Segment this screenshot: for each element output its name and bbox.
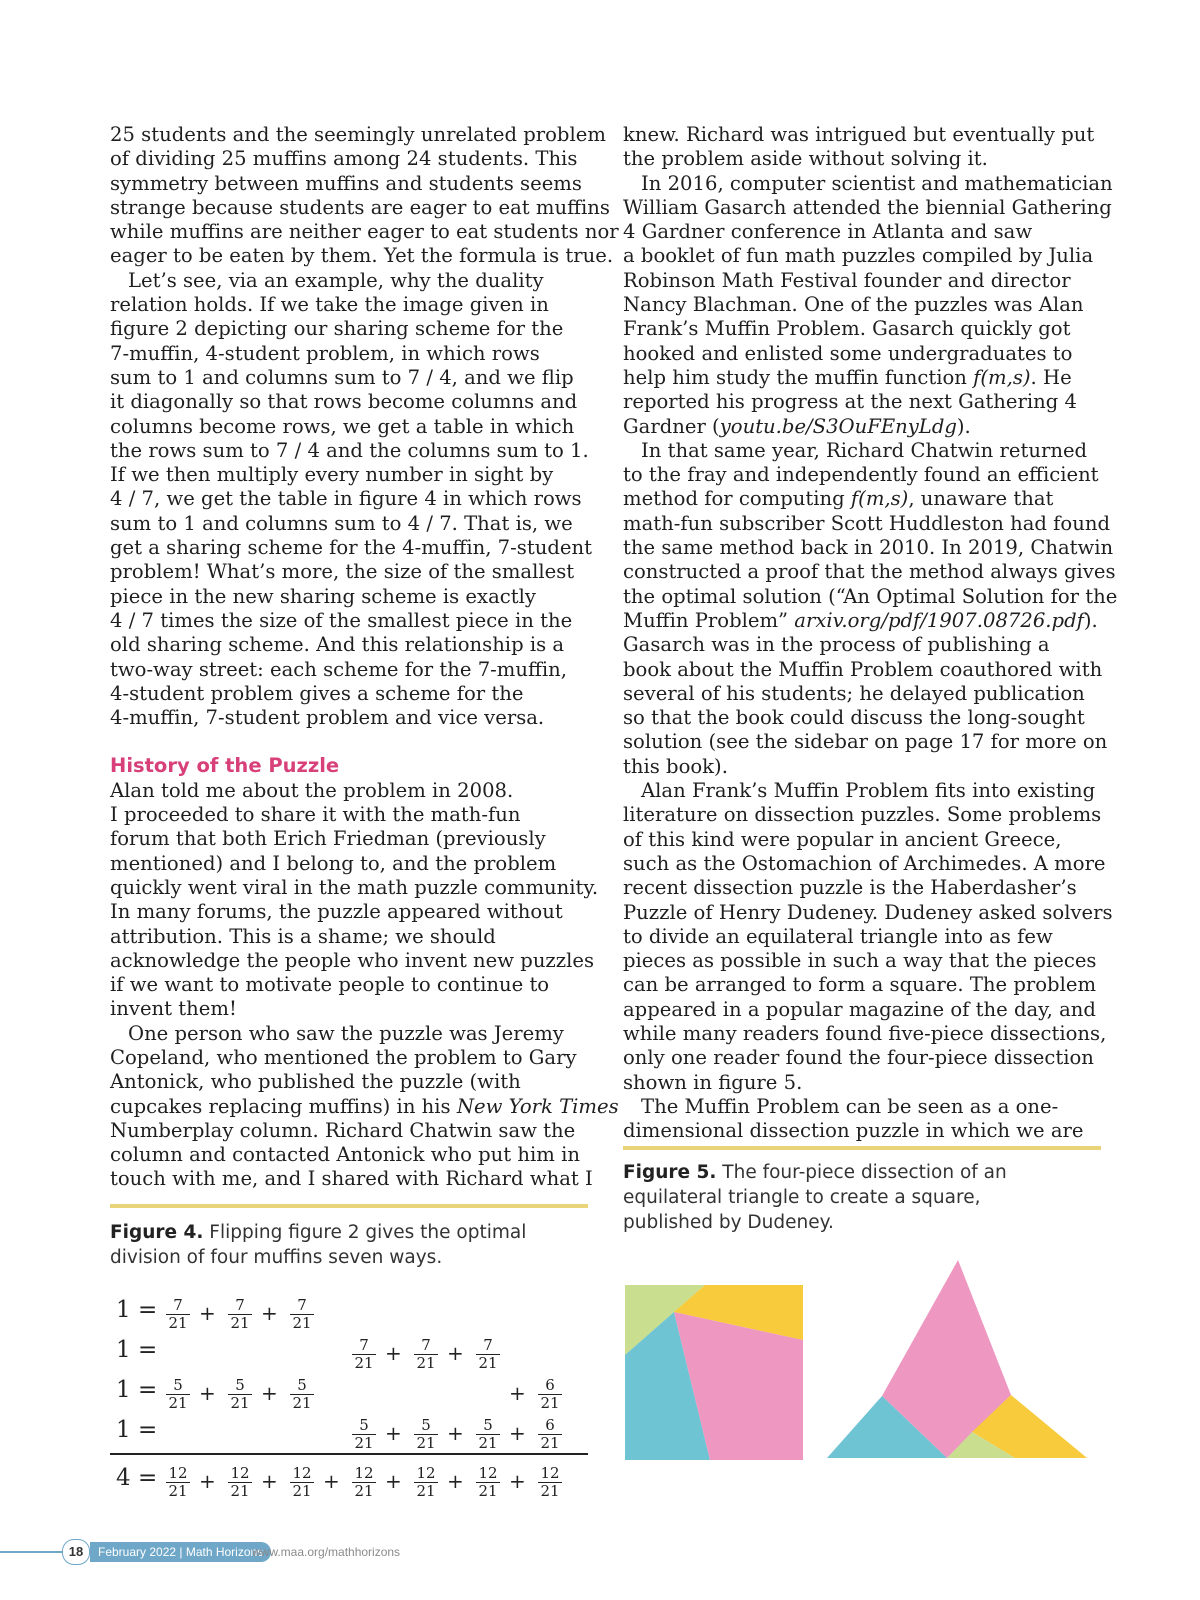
- text-line: old sharing scheme. And this relationship is a: [110, 633, 565, 657]
- text-line: 4 Gardner conference in Atlanta and saw: [623, 220, 1033, 244]
- plus-sign: +: [199, 1469, 216, 1493]
- text-line: shown in figure 5.: [623, 1070, 803, 1094]
- fraction: $\frac{5}{21}$: [228, 1377, 252, 1412]
- sum-line: [110, 1453, 588, 1455]
- fraction: $\frac{7}{21}$: [290, 1297, 314, 1332]
- text-line: 25 students and the seemingly unrelated problem: [110, 123, 606, 146]
- text-line: [623, 366, 1103, 390]
- plus-sign: +: [447, 1421, 464, 1445]
- fraction: $\frac{12}{21}$: [352, 1465, 376, 1500]
- fraction: $\frac{5}{21}$: [166, 1377, 190, 1412]
- text-line: Let’s see, via an example, why the duality: [128, 268, 544, 292]
- text-line: only one reader found the four-piece dissection: [623, 1046, 1094, 1070]
- figure-4-caption-text: division of four muffins seven ways.: [110, 1247, 443, 1268]
- text-span: Gardner (: [623, 414, 720, 438]
- text-line: problem! What’s more, the size of the smallest: [110, 560, 575, 584]
- figure-5-caption: [623, 1160, 1103, 1235]
- fraction-table: [110, 1297, 588, 1507]
- triangle-dissection: [827, 1260, 1087, 1458]
- text-line: [623, 415, 1103, 439]
- text-line: strange because students are eager to eat muffins: [110, 195, 610, 219]
- text-line: Gasarch was in the process of publishing a: [623, 633, 1050, 657]
- figure-4-label: Figure 4.: [110, 1222, 204, 1243]
- text-line: of this kind were popular in ancient Greece,: [623, 827, 1062, 851]
- text-line: math-fun subscriber Scott Huddleston had found: [623, 511, 1111, 535]
- text-line: [110, 1094, 619, 1119]
- text-line: Robinson Math Festival founder and director: [623, 268, 1071, 292]
- row-label: 1 =: [116, 1297, 158, 1323]
- text-line: [623, 609, 1103, 633]
- text-line: Antonick, who published the puzzle (with: [110, 1070, 521, 1094]
- text-line: several of his students; he delayed publication: [623, 681, 1085, 705]
- fraction: $\frac{6}{21}$: [538, 1377, 562, 1412]
- figure-5-rule: [623, 1146, 1101, 1150]
- issue-label: February 2022 | Math Horizons: [90, 1542, 271, 1562]
- figure-5-caption-text: equilateral triangle to create a square,: [623, 1187, 981, 1208]
- fraction: $\frac{12}{21}$: [228, 1465, 252, 1500]
- row-label: 1 =: [116, 1377, 158, 1403]
- text-line: In many forums, the puzzle appeared without: [110, 900, 563, 924]
- text-line: of dividing 25 muffins among 24 students. This: [110, 147, 578, 171]
- text-line: sum to 1 and columns sum to 4 / 7. That is, we: [110, 511, 573, 535]
- left-para-1: [110, 123, 619, 269]
- right-para-3: [623, 438, 1118, 779]
- text-line: In that same year, Richard Chatwin returned: [641, 438, 1088, 462]
- text-line: Puzzle of Henry Dudeney. Dudeney asked solvers: [623, 900, 1113, 924]
- text-line: [623, 487, 1103, 511]
- dissection-figure: [620, 1250, 1110, 1510]
- text-line: the problem aside without solving it.: [623, 147, 988, 171]
- figure-5-caption-text: published by Dudeney.: [623, 1212, 834, 1233]
- right-para-2: [623, 171, 1113, 439]
- fraction: $\frac{12}{21}$: [476, 1465, 500, 1500]
- text-line: invent them!: [110, 997, 237, 1021]
- row-label: 1 =: [116, 1417, 158, 1443]
- text-line: 7-muffin, 4-student problem, in which rows: [110, 341, 540, 365]
- text-span: . He: [1030, 365, 1072, 389]
- fraction: $\frac{12}{21}$: [166, 1465, 190, 1500]
- arxiv-link[interactable]: arxiv.org/pdf/1907.08726.pdf: [794, 608, 1084, 632]
- right-para-4: [623, 779, 1113, 1095]
- text-line: 4-muffin, 7-student problem and vice versa.: [110, 706, 545, 730]
- text-line: to the fray and independently found an efficient: [623, 463, 1099, 487]
- text-line: so that the book could discuss the long-sought: [623, 706, 1085, 730]
- left-column: [110, 123, 619, 1192]
- text-line: figure 2 depicting our sharing scheme for the: [110, 317, 564, 341]
- right-para-1: [623, 123, 1103, 172]
- text-line: acknowledge the people who invent new puzzles: [110, 948, 594, 972]
- text-line: mentioned) and I belong to, and the problem: [110, 851, 557, 875]
- text-line: column and contacted Antonick who put him in: [110, 1143, 580, 1167]
- plus-sign: +: [261, 1469, 278, 1493]
- row-label: 1 =: [116, 1337, 158, 1363]
- footer-line: [0, 1551, 62, 1553]
- left-para-4: [110, 1021, 619, 1192]
- fraction: $\frac{7}{21}$: [476, 1337, 500, 1372]
- text-line: 4 / 7 times the size of the smallest piece in the: [110, 608, 573, 632]
- newspaper-title: New York Times: [456, 1094, 619, 1118]
- text-line: Copeland, who mentioned the problem to Gary: [110, 1045, 577, 1069]
- text-line: appeared in a popular magazine of the day, and: [623, 997, 1096, 1021]
- plus-sign: +: [509, 1381, 526, 1405]
- fraction: $\frac{12}{21}$: [538, 1465, 562, 1500]
- left-para-3: [110, 778, 599, 1022]
- fraction: $\frac{12}{21}$: [290, 1465, 314, 1500]
- text-line: columns become rows, we get a table in which: [110, 414, 575, 438]
- text-line: William Gasarch attended the biennial Gathering: [623, 195, 1112, 219]
- text-line: to divide an equilateral triangle into as few: [623, 924, 1053, 948]
- right-para-5: [623, 1095, 1103, 1144]
- text-line: attribution. This is a shame; we should: [110, 924, 496, 948]
- text-line: Nancy Blachman. One of the puzzles was Alan: [623, 293, 1084, 317]
- row-label: 4 =: [116, 1465, 158, 1491]
- text-line: In 2016, computer scientist and mathematician: [641, 171, 1113, 195]
- text-line: Alan told me about the problem in 2008.: [110, 778, 514, 802]
- text-line: hooked and enlisted some undergraduates to: [623, 341, 1073, 365]
- fraction: $\frac{7}{21}$: [414, 1337, 438, 1372]
- plus-sign: +: [385, 1469, 402, 1493]
- text-line: book about the Muffin Problem coauthored with: [623, 657, 1103, 681]
- fraction: $\frac{5}{21}$: [290, 1377, 314, 1412]
- text-line: two-way street: each scheme for the 7-muffin,: [110, 657, 568, 681]
- text-line: sum to 1 and columns sum to 7 / 4, and we flip: [110, 365, 574, 389]
- text-line: pieces as possible in such a way that the pieces: [623, 949, 1097, 973]
- text-span: cupcakes replacing muffins) in his: [110, 1094, 457, 1118]
- text-span: ).: [1083, 608, 1098, 632]
- text-line: can be arranged to form a square. The problem: [623, 973, 1097, 997]
- text-line: constructed a proof that the method always gives: [623, 560, 1116, 584]
- square-dissection: [625, 1285, 803, 1460]
- text-line: Alan Frank’s Muffin Problem fits into existing: [641, 779, 1096, 803]
- text-line: knew. Richard was intrigued but eventually put: [623, 123, 1095, 146]
- text-line: the rows sum to 7 / 4 and the columns sum to 1.: [110, 438, 589, 462]
- plus-sign: +: [261, 1301, 278, 1325]
- text-line: relation holds. If we take the image given in: [110, 293, 549, 317]
- text-line: Frank’s Muffin Problem. Gasarch quickly got: [623, 317, 1071, 341]
- right-column: [623, 123, 1118, 1143]
- plus-sign: +: [509, 1421, 526, 1445]
- text-line: The Muffin Problem can be seen as a one-: [641, 1094, 1059, 1118]
- text-line: eager to be eaten by them. Yet the formula is true.: [110, 244, 614, 268]
- text-line: dimensional dissection puzzle in which we are: [623, 1119, 1084, 1143]
- text-line: If we then multiply every number in sight by: [110, 463, 554, 487]
- text-line: forum that both Erich Friedman (previously: [110, 827, 546, 851]
- figure-4-caption-text: Flipping figure 2 gives the optimal: [209, 1222, 527, 1243]
- text-line: I proceeded to share it with the math-fun: [110, 803, 521, 827]
- text-line: get a sharing scheme for the 4-muffin, 7-student: [110, 536, 592, 560]
- text-line: recent dissection puzzle is the Haberdasher’s: [623, 876, 1077, 900]
- text-line: touch with me, and I shared with Richard what I: [110, 1167, 593, 1191]
- fraction: $\frac{12}{21}$: [414, 1465, 438, 1500]
- text-line: literature on dissection puzzles. Some problems: [623, 803, 1102, 827]
- text-line: symmetry between muffins and students seems: [110, 171, 582, 195]
- fraction: $\frac{5}{21}$: [414, 1417, 438, 1452]
- fraction: $\frac{7}{21}$: [352, 1337, 376, 1372]
- site-url[interactable]: www.maa.org/mathhorizons: [252, 1545, 401, 1559]
- text-line: piece in the new sharing scheme is exactly: [110, 584, 536, 608]
- plus-sign: +: [385, 1421, 402, 1445]
- figure-5-caption-text: The four-piece dissection of an: [722, 1162, 1007, 1183]
- text-line: Numberplay column. Richard Chatwin saw the: [110, 1118, 576, 1142]
- text-line: 4-student problem gives a scheme for the: [110, 681, 524, 705]
- text-span: Muffin Problem”: [623, 608, 795, 632]
- page-footer: [0, 1530, 500, 1570]
- figure-5-label: Figure 5.: [623, 1162, 717, 1183]
- text-span: ).: [956, 414, 971, 438]
- left-para-2: [110, 269, 590, 731]
- plus-sign: +: [261, 1381, 278, 1405]
- plus-sign: +: [447, 1469, 464, 1493]
- text-line: One person who saw the puzzle was Jeremy: [128, 1021, 564, 1045]
- plus-sign: +: [447, 1341, 464, 1365]
- plus-sign: +: [323, 1469, 340, 1493]
- text-span: , unaware that: [908, 487, 1054, 511]
- plus-sign: +: [385, 1341, 402, 1365]
- fraction: $\frac{7}{21}$: [228, 1297, 252, 1332]
- fraction: $\frac{5}{21}$: [352, 1417, 376, 1452]
- text-line: if we want to motivate people to continue to: [110, 973, 550, 997]
- text-line: such as the Ostomachion of Archimedes. A more: [623, 851, 1106, 875]
- text-line: 4 / 7, we get the table in figure 4 in which rows: [110, 487, 582, 511]
- math-expression: f(m,s): [850, 487, 909, 511]
- text-line: this book).: [623, 754, 728, 778]
- fraction: $\frac{6}{21}$: [538, 1417, 562, 1452]
- math-expression: f(m,s): [973, 365, 1031, 389]
- text-line: while muffins are neither eager to eat students nor: [110, 220, 619, 244]
- text-line: the same method back in 2010. In 2019, Chatwin: [623, 536, 1114, 560]
- video-link[interactable]: youtu.be/S3OuFEnyLdg: [719, 414, 957, 438]
- text-line: while many readers found five-piece dissections,: [623, 1021, 1107, 1045]
- text-line: quickly went viral in the math puzzle community.: [110, 875, 599, 899]
- text-line: reported his progress at the next Gathering 4: [623, 390, 1078, 414]
- plus-sign: +: [509, 1469, 526, 1493]
- plus-sign: +: [199, 1381, 216, 1405]
- fraction: $\frac{7}{21}$: [166, 1297, 190, 1332]
- text-span: help him study the muffin function: [623, 365, 974, 389]
- text-span: method for computing: [623, 487, 851, 511]
- figure-4-caption: [110, 1220, 590, 1270]
- figure-4-rule: [110, 1204, 588, 1208]
- page-number: 18: [62, 1539, 90, 1565]
- plus-sign: +: [199, 1301, 216, 1325]
- fraction: $\frac{5}{21}$: [476, 1417, 500, 1452]
- text-line: it diagonally so that rows become columns and: [110, 390, 578, 414]
- section-heading: History of the Puzzle: [110, 754, 340, 778]
- text-line: a booklet of fun math puzzles compiled by Julia: [623, 244, 1094, 268]
- text-line: solution (see the sidebar on page 17 for more on: [623, 730, 1108, 754]
- text-line: the optimal solution (“An Optimal Solution for the: [623, 584, 1118, 608]
